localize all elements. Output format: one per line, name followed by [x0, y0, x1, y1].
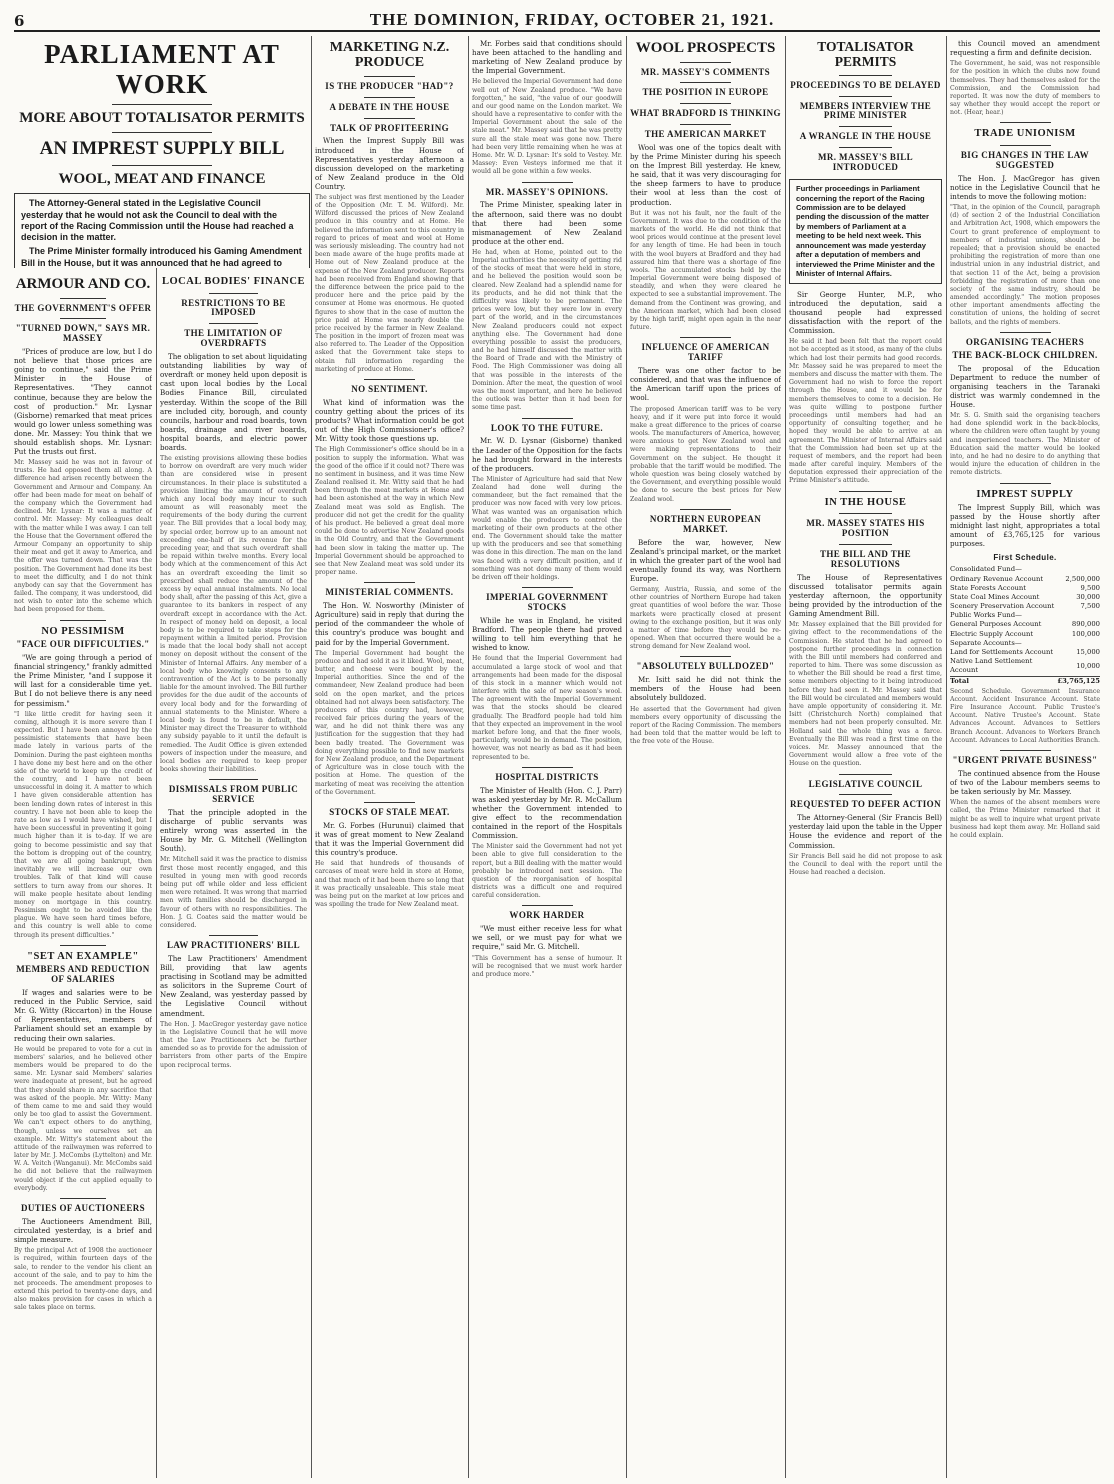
subhead-resolutions: THE BILL AND THE RESOLUTIONS	[819, 548, 912, 569]
headline-parliament: PARLIAMENT AT WORK	[44, 39, 280, 99]
article-text: Mr. Isitt said he did not think the members of the House had been absolutely bulldozed.	[630, 675, 781, 703]
article-text: "We are going through a period of financial stringency," frankly admitted the Prime Minister, "and I suppose it will last for a considerable time yet. But I do not believe there is any need for pessimism."	[14, 653, 152, 708]
schedule-value: 9,500	[1080, 583, 1100, 592]
schedule-row	[950, 593, 1100, 602]
headline-legislative-council: LEGISLATIVE COUNCIL	[808, 778, 923, 789]
schedule-title: First Schedule.	[993, 553, 1057, 563]
schedule-row	[950, 611, 1100, 620]
article-text: Wool was one of the topics dealt with by the Prime Minister during his speech on the Imprest Bill yesterday. He knew, he said, that it was very discouraging for the sheep farmers to have to produce their wool at less than the cost of production.	[630, 143, 781, 207]
article-text: If wages and salaries were to be reduced in the Public Service, said Mr. G. Witty (Riccarton) in the House of Representatives, members of Parliament should set an example by reducing their own salaries.	[14, 988, 152, 1043]
schedule-value: 890,000	[1071, 620, 1100, 629]
subhead-face-difficulties: "FACE OUR DIFFICULTIES."	[16, 639, 150, 650]
lead-story	[14, 36, 310, 268]
headline-organising-teachers: ORGANISING TEACHERS	[965, 336, 1085, 347]
subhead-massey-comments: MR. MASSEY'S COMMENTS	[640, 66, 771, 77]
subhead-delayed: PROCEEDINGS TO BE DELAYED	[790, 79, 941, 90]
schedule-row	[950, 620, 1100, 629]
headline-set-example: "SET AN EXAMPLE"	[27, 950, 139, 962]
headline-ministerial: MINISTERIAL COMMENTS.	[325, 587, 454, 598]
headline-law-practitioners: LAW PRACTITIONERS' BILL	[166, 940, 301, 951]
headline-imprest: AN IMPREST SUPPLY BILL	[39, 137, 285, 159]
headline-marketing: MARKETING N.Z. PRODUCE	[329, 40, 450, 71]
headline-wool: WOOL PROSPECTS	[635, 40, 776, 56]
schedule-row	[950, 630, 1100, 639]
headline-work-harder: WORK HARDER	[509, 910, 585, 921]
article-text: The Minister of Health (Hon. C. J. Parr) was asked yesterday by Mr. R. McCallum whether the Government intended to give effect to the recommendation contained in the report of the Hospitals Commission.	[472, 785, 622, 841]
headline-imprest-supply: IMPREST SUPPLY	[976, 488, 1074, 500]
schedule-item: Native Land Settlement Account	[950, 657, 1033, 675]
headline-wool-meat: WOOL, MEAT AND FINANCE	[58, 170, 266, 187]
subhead-restrictions: RESTRICTIONS TO BE IMPOSED	[181, 297, 286, 318]
article-text: When the Imprest Supply Bill was introduced in the House of Representatives yesterday afternoon a discussion developed on the marketing of New Zealand produce in the Old Country.	[315, 136, 464, 191]
article-text: The House of Representatives discussed totalisator permits again yesterday afternoon, the opportunity being provided by the introduction of the Gaming Amendment Bill.	[789, 572, 942, 619]
headline-auctioneers: DUTIES OF AUCTIONEERS	[20, 1203, 146, 1213]
article-text: "We must either receive less for what we sell, or we must pay for what we require," said Mr. G. Mitchell.	[472, 924, 622, 952]
subhead-massey-position: MR. MASSEY STATES HIS POSITION	[806, 518, 925, 539]
headline-no-pessimism: NO PESSIMISM	[41, 625, 125, 637]
column-armour: ARMOUR AND CO. THE GOVERNMENT'S OFFER "TURNED DOWN," SAYS MR. MASSEY "Prices of produce are low, but I do not believe that those prices are going to continue," said the Prime Minister in the House of Representatives. "They cannot continue, because they are below the cost of production." Mr. Lysnar (Gisborne) remarked that meat prices would go lower unless something was done. Mr. Massey: You think that we should establish shops. Mr. Lysnar: Put the trusts out first. Mr. Massey said he was not in favour of trusts. He had opposed them all along. A difference had arisen recently between the Government and Armour and Company. An offer had been made for meat on behalf of the company which the Government had declined. Mr. Lysnar: It was a matter of control. Mr. Massey: My colleagues dealt with the matter while I was away. I can tell the House that the Government offered the Armour Company an opportunity to ship their meat and get it away to America, and the offer was turned down. That was the position. The Government had done its best to meet the difficulty, and I do not think anybody can say that the Government has failed. The company, it was understood, did not wish to enter into the scheme which had been proposed for them. NO PESSIMISM "FACE OUR DIFFICULTIES." "We are going through a period of financial stringency," frankly admitted the Prime Minister, "and I suppose it will last for a considerable time yet. But I do not believe there is any need for pessimism." "I like little credit for having seen it coming, although it is more severe than I expected. But I have been annoyed by the pessimistic statements that have been made lately in various parts of the Dominion. During the past eighteen months I have done my best here and on the other side of the world to keep up the credit of the country, and I have not been unsuccessful in doing it. A matter to which I have given considerable attention has been lending down rates of interest in this country. I have not been able to keep the rate as low as I would have wished, but I have been successful in preventing it going much higher than it is to-day. If we are going to become pessimistic and say that the bottom is dropping out of the country, that we are all going bankrupt, then inevitably we will increase our own troubles. Talk of that kind will cause settlers to turn away from our shores. It will make people hesitate about lending money on mortgage in this country. Pessimism ought to be avoided like the plague. We have seen hard times before, and this country is well able to come through its present difficulties." "SET AN EXAMPLE" MEMBERS AND REDUCTION OF SALARIES If wages and salaries were to be reduced in the Public Service, said Mr. G. Witty (Riccarton) in the House of Representatives, members of Parliament should set an example by reducing their own salaries. He would be prepared to vote for a cut in members' salaries, and he believed other members would be prepared to do the same. Mr. Lysnar said Members' salaries were inadequate at present, but he agreed that they should share in any sacrifice that was asked of the people. Mr. Witty: Many of them came to me and said they would only be too glad to assist the Government. We can't expect others to do anything, though, unless we ourselves set an example. Mr. Witty's statement about the attitude of the railwaymen was referred to later by Mr. J. McCombs (Lyttelton) and Mr. W. A. Veitch (Wanganui). Mr. McCombs said he did not believe that the railwaymen would object if the cut applied equally to everybody. DUTIES OF AUCTIONEERS The Auctioneers Amendment Bill, circulated yesterday, is a brief and simple measure. By the principal Act of 1908 the auctioneer is required, within fourteen days of the sale, to render to the vendor his client an account of the sale, and to pay to him the net proceeds. The amendment proposes to extend this period to twenty-one days, and also makes provision for cases in which a sale takes place on terms.	[14, 276, 152, 1312]
summary-text: Further proceedings in Parliament concerning the report of the Racing Commission are to be delayed pending the discussion of the matter by members of Parliament at a meeting to be held next week. This announcement was made yesterday after a deputation of members and interviewed the Prime Minister and the Minister of Internal Affairs.	[796, 184, 935, 279]
subhead-wrangle: A WRANGLE IN THE HOUSE	[799, 131, 932, 142]
subhead-turned-down: "TURNED DOWN," SAYS MR. MASSEY	[15, 323, 151, 344]
subhead-american: THE AMERICAN MARKET	[644, 129, 767, 140]
schedule-row	[950, 639, 1100, 648]
column-trade-unionism: this Council moved an amendment requesting a firm and definite decision. The Government, he said, was not responsible for the position in which the clubs now found themselves. They had themselves asked for the Commission, and the Commission had reported. It was now the duty of members to say whether they would accept the report or not. (Hear, hear.) TRADE UNIONISM BIG CHANGES IN THE LAW SUGGESTED The Hon. J. MacGregor has given notice in the Legislative Council that he intends to move the following motion: "That, in the opinion of the Council, paragraph (d) of section 2 of the Industrial Conciliation and Arbitration Act, 1908, which empowers the Court to grant preference of employment to members of industrial unions, should be repealed; that a provision should be enacted prohibiting the registration of more than one industrial union in any industrial district, and that section 11 of the Act, being a provision forbidding the registration of more than one society of the same industry, should be amended accordingly." The motion proposes other important amendments affecting the constitution of unions, the holding of secret ballots, and the rights of members. ORGANISING TEACHERS THE BACK-BLOCK CHILDREN. The proposal of the Education Department to reduce the number of organising teachers in the Taranaki district was warmly condemned in the House. Mr. S. G. Smith said the organising teachers had done splendid work in the back-blocks, where the children were often taught by young and inexperienced teachers. The Minister of Education said the matter would be looked into, and he had no desire to do anything that would injure the education of children in the remote districts. IMPREST SUPPLY The Imprest Supply Bill, which was passed by the House shortly after midnight last night, appropriates a total amount of £3,765,125 for various purposes. First Schedule. Consolidated Fund— Ordinary Revenue Account 2,500,000 State Forests Account 9,500 State Coal Mines Account 30,000 Scenery Preservation Account 7,500 Public Works Fund— General Purposes Account 890,000 Electric Supply Account 100,000 Separate Accounts— Land for Settlements Account 15,000 Native Land Settlement Account 10,000 Total £3,765,125 Second Schedule. Government Insurance Account. Accident Insurance Account. State Fire Insurance Account. Public Trustee's Account. Native Trustee's Account. State Advances Account. Advances to Settlers Branch Account. Advances to Workers Branch Account. Advances to Local Authorities Branch. "URGENT PRIVATE BUSINESS" The continued absence from the House of two of the Labour members seems to be taken seriously by Mr. Massey. When the names of the absent members were called, the Prime Minister remarked that it might be as well to inquire what urgent private business had kept them away. Mr. Holland said he could explain.	[950, 39, 1100, 839]
article-text: The obligation to set about liquidating outstanding liabilities by way of overdraft or money held upon deposit is cast upon local bodies by the Local Bodies Finance Bill, circulated yesterday. Within the scope of the Bill are included city, borough, and county councils, harbour and road boards, town boards, drainage and river boards, hospital boards, and electric power boards.	[160, 352, 307, 452]
article-text: Before the war, however, New Zealand's principal market, or the market in which the greater part of the wool had eventually found its way, was Northern Europe.	[630, 537, 781, 583]
article-text: That the principle adopted in the discharge of public servants was entirely wrong was asserted in the House by Mr. G. Mitchell (Wellington South).	[160, 808, 307, 854]
article-text: this Council moved an amendment requesting a firm and definite decision.	[950, 39, 1100, 58]
schedule-value: 100,000	[1071, 629, 1100, 638]
headline-bulldozed: "ABSOLUTELY BULLDOZED"	[636, 661, 775, 672]
headline-trade-unionism: TRADE UNIONISM	[974, 128, 1076, 140]
article-text: The Law Practitioners' Amendment Bill, providing that law agents practising in Scotland may be admitted as solicitors in the Supreme Court of New Zealand, was yesterday passed by the Legislative Council without amendment.	[160, 954, 307, 1018]
headline-in-house: IN THE HOUSE	[824, 496, 907, 508]
subhead-overdrafts: THE LIMITATION OF OVERDRAFTS	[184, 328, 283, 349]
schedule-value: 7,500	[1080, 602, 1100, 611]
headline-urgent-business: "URGENT PRIVATE BUSINESS"	[952, 755, 1098, 765]
article-text: Mr. W. D. Lysnar (Gisborne) thanked the Leader of the Opposition for the facts he had brought forward in the interests of the producers.	[472, 436, 622, 473]
schedule-row	[950, 584, 1100, 593]
headline-totalisator: MORE ABOUT TOTALISATOR PERMITS	[19, 110, 305, 127]
subhead-europe: THE POSITION IN EUROPE	[642, 87, 769, 98]
schedule-value	[1057, 639, 1100, 648]
schedule-item: Separate Accounts—	[950, 638, 1022, 647]
article-text: While he was in England, he visited Bradford. The people there had proved willing to tell him everything that he wished to know.	[472, 616, 622, 653]
totalisator-summary	[789, 179, 942, 284]
headline-no-sentiment: NO SENTIMENT.	[351, 384, 428, 395]
subhead-interview: MEMBERS INTERVIEW THE PRIME MINISTER	[799, 100, 932, 121]
schedule-row	[950, 657, 1100, 676]
subhead-salaries: MEMBERS AND REDUCTION OF SALARIES	[16, 964, 150, 985]
summary-para: The Attorney-General stated in the Legislative Council yesterday that he would not ask the Council to deal with the report of the Racing Commission until the House had reached a decision in the matter.	[21, 198, 294, 243]
headline-stale-meat: STOCKS OF STALE MEAT.	[329, 806, 450, 817]
headline-armour: ARMOUR AND CO.	[15, 276, 151, 292]
article-text: The proposal of the Education Department to reduce the number of organising teachers in the Taranaki district was warmly condemned in the House.	[950, 363, 1100, 409]
headline-local-bodies: LOCAL BODIES' FINANCE	[162, 276, 305, 287]
schedule-row	[950, 602, 1100, 611]
subhead-govt-offer: THE GOVERNMENT'S OFFER	[14, 302, 152, 313]
subhead-back-block: THE BACK-BLOCK CHILDREN.	[952, 349, 1098, 360]
headline-hospital-districts: HOSPITAL DISTRICTS	[495, 771, 599, 782]
article-text: Mr. G. Forbes (Hurunui) claimed that it was of great moment to New Zealand that it was the Imperial Government did this country's produce.	[315, 820, 464, 858]
headline-northern-europe: NORTHERN EUROPEAN MARKET.	[649, 513, 762, 534]
schedule-item: State Forests Account	[950, 583, 1027, 592]
article-text: The Auctioneers Amendment Bill, circulated yesterday, is a brief and simple measure.	[14, 1216, 152, 1245]
headline-massey-opinions: MR. MASSEY'S OPINIONS.	[485, 186, 609, 197]
schedule-value: 10,000	[1076, 661, 1100, 670]
schedule-value: 2,500,000	[1065, 574, 1100, 583]
schedule-item: Consolidated Fund—	[950, 565, 1022, 574]
headline-look-future: LOOK TO THE FUTURE.	[490, 422, 604, 433]
article-text: The Attorney-General (Sir Francis Bell) yesterday laid upon the table in the Upper House the evidence and report of the Commission.	[789, 813, 942, 850]
schedule-item: Land for Settlements Account	[950, 648, 1054, 656]
summary-box	[14, 193, 310, 268]
headline-totalisator-permits: TOTALISATOR PERMITS	[817, 39, 914, 69]
schedule-item: Scenery Preservation Account	[950, 602, 1055, 611]
schedule-item: State Coal Mines Account	[950, 592, 1040, 601]
column-local-bodies: LOCAL BODIES' FINANCE RESTRICTIONS TO BE IMPOSED THE LIMITATION OF OVERDRAFTS The obligation to set about liquidating outstanding liabilities by way of overdraft or money held upon deposit is cast upon local bodies by the Local Bodies Finance Bill, circulated yesterday. Within the scope of the Bill are included city, borough, and county councils, harbour and road boards, town boards, drainage and river boards, hospital boards, and electric power boards. The existing provisions allowing these bodies to borrow on overdraft are very much wider than are considered wise in present circumstances. In their place is substituted a provision limiting the amount of overdraft which any local body may incur to such amount as will reasonably meet the requirements of the body during the current year. The Bill provides that a local body may, by special order, borrow up to an amount not exceeding one-half of its revenue for the preceding year, and that such overdraft shall be repaid within twelve months. Every local body which at the commencement of this Act has an overdraft exceeding the limit so prescribed shall reduce the amount of the excess by equal annual instalments. No local body shall, after the passing of this Act, give a guarantee to its bankers in respect of any overdraft except in accordance with the Act. In respect of money held on deposit, a local body is to be required to take steps for the repayment within a limited period. Provision is made that the local body shall not accept money on deposit without the consent of the Minister of Internal Affairs. Any member of a local body who knowingly consents to any contravention of the Act is to be personally liable for the amount involved. The Bill further provides for the due audit of the accounts of every local body and for the forwarding of annual statements to the Minister. Where a local body is found to be in default, the Minister may direct the Treasurer to withhold any subsidy payable to it until the default is remedied. The Audit Office is given extended powers of inspection under the measure, and local bodies are required to keep proper books showing their liabilities. DISMISSALS FROM PUBLIC SERVICE That the principle adopted in the discharge of public servants was entirely wrong was asserted in the House by Mr. G. Mitchell (Wellington South). Mr. Mitchell said it was the practice to dismiss first those most recently engaged, and this resulted in young men with good records being put off while older and less efficient men were retained. It was wrong that married men with families should be discharged in favour of others with no responsibilities. The Hon. J. G. Coates said the matter would be considered. LAW PRACTITIONERS' BILL The Law Practitioners' Amendment Bill, providing that law agents practising in Scotland may be admitted as solicitors in the Supreme Court of New Zealand, was yesterday passed by the Legislative Council without amendment. The Hon. J. MacGregor yesterday gave notice in the Legislative Council that he will move that the Law Practitioners Act be further amended so as to provide for the admission of barristers from other parts of the Empire upon reciprocal terms.	[160, 276, 307, 1069]
imprest-schedule-table	[950, 565, 1100, 685]
schedule-row	[950, 575, 1100, 584]
page-number: 6	[14, 12, 25, 30]
article-text: Mr. Forbes said that conditions should have been attached to the handling and marketing of New Zealand produce by the Imperial Government.	[472, 39, 622, 76]
headline-dismissals: DISMISSALS FROM PUBLIC SERVICE	[168, 784, 299, 805]
schedule-item: Electric Supply Account	[950, 629, 1034, 638]
schedule-value	[1057, 611, 1100, 620]
schedule-item: Public Works Fund—	[950, 611, 1022, 620]
article-text: Sir George Hunter, M.P., who introduced the deputation, said a thousand people had expressed dissatisfaction with the report of the Commission.	[789, 289, 942, 336]
article-text: The Prime Minister, speaking later in the afternoon, said there was no doubt that there had been some mismanagement of New Zealand produce at the other end.	[472, 200, 622, 246]
subhead-big-changes: BIG CHANGES IN THE LAW SUGGESTED	[960, 150, 1090, 170]
schedule-value: 15,000	[1076, 648, 1100, 656]
article-text: "Prices of produce are low, but I do not believe that those prices are going to continue," said the Prime Minister in the House of Representatives. "They cannot continue, because they are below the cost of production." Mr. Lysnar (Gisborne) remarked that meat prices would go lower unless something was done. Mr. Massey: You think that we should establish shops. Mr. Lysnar: Put the trusts out first.	[14, 347, 152, 457]
article-text: What kind of information was the country getting about the prices of its products? What information could be got out of the High Commissioner's office? Mr. Witty took those questions up.	[315, 397, 464, 444]
summary-para: The Prime Minister formally introduced his Gaming Amendment Bill in the House, but it was announced that he had agreed to	[21, 246, 302, 268]
schedule-item: General Purposes Account	[950, 620, 1042, 629]
column-totalisator: TOTALISATOR PERMITS PROCEEDINGS TO BE DELAYED MEMBERS INTERVIEW THE PRIME MINISTER A WRANGLE IN THE HOUSE MR. MASSEY'S BILL INTRODUCED Further proceedings in Parliament concerning the report of the Racing Commission are to be delayed pending the discussion of the matter by members of Parliament at a meeting to be held next week. This announcement was made yesterday after a deputation of members and interviewed the Prime Minister and the Minister of Internal Affairs. Sir George Hunter, M.P., who introduced the deputation, said a thousand people had expressed dissatisfaction with the report of the Commission. He said it had been felt that the report could not be accepted as it stood, as many of the clubs which had lost their permits had good records. Mr. Massey said he was prepared to meet the members and discuss the matter with them. The Government had no wish to force the report through the House, and it would be for members themselves to come to a decision. He was quite willing to postpone further proceedings until members had had an opportunity of consulting together, and he hoped they would be able to arrive at an agreement. The Minister of Internal Affairs said that the Commission had been set up at the request of members, and the report had been made after careful inquiry. Members of the deputation expressed their appreciation of the Prime Minister's attitude. IN THE HOUSE MR. MASSEY STATES HIS POSITION THE BILL AND THE RESOLUTIONS The House of Representatives discussed totalisator permits again yesterday afternoon, the opportunity being provided by the introduction of the Gaming Amendment Bill. Mr. Massey explained that the Bill provided for giving effect to the recommendations of the Commission. He stated that he had agreed to postpone further proceedings in connection with the Bill until members had conferred and reported to him. There was some discussion as to whether the Bill should be read a first time, some members objecting to it being introduced before they had seen it. Mr. Massey said that the Bill would be circulated and members would have ample opportunity of considering it. Mr. Isitt (Christchurch North) complained that members had not been properly consulted. Mr. Holland said the whole thing was a farce. Eventually the Bill was read a first time on the voices. Mr. Massey announced that the Government would allow a free vote of the House on the question. LEGISLATIVE COUNCIL REQUESTED TO DEFER ACTION The Attorney-General (Sir Francis Bell) yesterday laid upon the table in the Upper House the evidence and report of the Commission. Sir Francis Bell said he did not propose to ask the Council to deal with the report until the House had reached a decision.	[789, 39, 942, 876]
article-text: There was one other factor to be considered, and that was the influence of the American tariff upon the prices of wool.	[630, 366, 781, 403]
column-marketing: MARKETING N.Z. PRODUCE IS THE PRODUCER "HAD"? A DEBATE IN THE HOUSE TALK OF PROFITEERING When the Imprest Supply Bill was introduced in the House of Representatives yesterday afternoon a discussion developed on the marketing of New Zealand produce in the Old Country. The subject was first mentioned by the Leader of the Opposition (Mr. T. M. Wilford). Mr. Wilford discussed the prices of New Zealand produce in this country and at Home. He believed the information sent to this country in regard to prices of meat and wool at Home was seriously misleading. The country had not been made aware of the huge profits made at Home out of New Zealand produce at the expense of the New Zealand producer. Reports had been received from England showing that the difference between the price paid to the producer here and the price paid by the consumer at Home was enormous. He quoted figures to show that in the case of mutton the price paid at Home was nearly double the price received by the farmer in New Zealand. The position in the import of frozen meat was also referred to. The Leader of the Opposition asked that the Government take steps to obtain full information regarding the marketing of produce at Home. NO SENTIMENT. What kind of information was the country getting about the prices of its products? What information could be got out of the High Commissioner's office? Mr. Witty took those questions up. The High Commissioner's office should be in a position to supply the information. What was the good of the office if it could not? There was no sentiment in business, and it was time New Zealand realised it. Mr. Witty said that he had been through the meat markets at Home and had been astonished at the way in which New Zealand meat was sold as English. The producer did not get the credit for the quality of his product. He believed a great deal more could be done to advertise New Zealand goods in the Old Country, and that the Government had been slow in taking the matter up. The Imperial Government should be approached to see that New Zealand meat was sold under its proper name. MINISTERIAL COMMENTS. The Hon. W. Nosworthy (Minister of Agriculture) said in reply that during the period of the commandeer the whole of this country's produce was bought and paid for by the Imperial Government. The Imperial Government had bought the produce and had sold it as it liked. Wool, meat, butter, and cheese were bought by the Imperial authorities. Since the end of the commandeer, New Zealand produce had been sold on the open market, and the prices obtained had not always been satisfactory. The producers of this country had, however, received fair prices during the years of the war, and he did not think there was any justification for the suggestion that they had been badly treated. The Government was doing everything possible to find new markets for New Zealand produce, and the Department of Agriculture was in close touch with the position at Home. The question of the marketing of meat was receiving the attention of the Government. STOCKS OF STALE MEAT. Mr. G. Forbes (Hurunui) claimed that it was of great moment to New Zealand that it was the Imperial Government did this country's produce. He said that hundreds of thousands of carcases of meat were held in store at Home, and that much of it had been there so long that it was practically unsaleable. This stale meat was being put on the market at low prices and was spoiling the trade for New Zealand meat.	[315, 40, 464, 909]
schedule-row	[950, 648, 1100, 657]
newspaper-title: THE DOMINION, FRIDAY, OCTOBER 21, 1921.	[369, 10, 775, 29]
schedule-value: £3,765,125	[1057, 676, 1100, 685]
article-text: The continued absence from the House of two of the Labour members seems to be taken seriously by Mr. Massey.	[950, 768, 1100, 797]
article-text: The Hon. J. MacGregor has given notice in the Legislative Council that he intends to move the following motion:	[950, 173, 1100, 201]
schedule-item: Ordinary Revenue Account	[950, 574, 1044, 583]
subhead-defer-action: REQUESTED TO DEFER ACTION	[790, 799, 941, 810]
masthead	[14, 8, 1100, 32]
column-wool: WOOL PROSPECTS MR. MASSEY'S COMMENTS THE POSITION IN EUROPE WHAT BRADFORD IS THINKING THE AMERICAN MARKET Wool was one of the topics dealt with by the Prime Minister during his speech on the Imprest Bill yesterday. He knew, he said, that it was very discouraging for the sheep farmers to have to produce their wool at less than the cost of production. But it was not his fault, nor the fault of the Government. It was due to the condition of the markets of the world. He did not think that wool prices would continue at the present level for any length of time. He had been in touch with the wool buyers at Bradford and they had assured him that there was a shortage of fine wools. The accumulated stocks held by the Imperial Government were being disposed of steadily, and when they were cleared he expected to see a substantial improvement. The demand from the Continent was growing, and the American market, which had been closed by the high tariff, might open again in the near future. INFLUENCE OF AMERICAN TARIFF There was one other factor to be considered, and that was the influence of the American tariff upon the prices of wool. The proposed American tariff was to be very heavy, and if it were put into force it would make a great difference to the prices of coarse wools. The manufacturers of America, however, were anxious to get New Zealand wool and were making representations to their Government on the subject. He thought it probable that the tariff would be modified. The whole question was being closely watched by the Government, and everything possible would be done to secure the best prices for New Zealand wool. NORTHERN EUROPEAN MARKET. Before the war, however, New Zealand's principal market, or the market in which the greater part of the wool had eventually found its way, was Northern Europe. Germany, Austria, Russia, and some of the other countries of Northern Europe had taken great quantities of wool before the war. Those markets were practically closed at present owing to the exchange position, but it was only a matter of time before they would be re-opened. When that occurred there would be a strong demand for New Zealand wool. "ABSOLUTELY BULLDOZED" Mr. Isitt said he did not think the members of the House had been absolutely bulldozed. He asserted that the Government had given members every opportunity of discussing the report of the Racing Commission. The members had been told that the matter would be left to the free vote of the House.	[630, 40, 781, 746]
subhead-bradford: WHAT BRADFORD IS THINKING	[630, 108, 781, 119]
article-text: The Hon. W. Nosworthy (Minister of Agriculture) said in reply that during the period of the commandeer the whole of this country's produce was bought and paid for by the Imperial Government.	[315, 601, 464, 647]
headline-imperial-stocks: IMPERIAL GOVERNMENT STOCKS	[486, 592, 608, 613]
schedule-value	[1057, 565, 1100, 574]
subhead-debate: A DEBATE IN THE HOUSE	[329, 101, 450, 112]
schedule-row	[950, 565, 1100, 574]
subhead-bill-introduced: MR. MASSEY'S BILL INTRODUCED	[817, 152, 914, 173]
headline-american-tariff: INFLUENCE OF AMERICAN TARIFF	[641, 342, 770, 363]
subhead-producer: IS THE PRODUCER "HAD"?	[325, 80, 454, 91]
subhead-profiteering: TALK OF PROFITEERING	[329, 122, 449, 133]
schedule-total-row	[950, 676, 1100, 686]
column-massey-opinions: Mr. Forbes said that conditions should have been attached to the handling and marketing of New Zealand produce by the Imperial Government. He believed the Imperial Government had done well out of New Zealand produce. "We have forgotten," he said, "the value of our goodwill and our good name on the London market. We should have a representative to confer with the Imperial Government about the sale of the stale meat." Mr. Massey said that he was pretty sure all the stale meat was gone now. There had been very little remaining when he was at Home. Mr. W. D. Lysnar: It's sold to Vestey. Mr. Massey: Even Vesteys informed me that it would all be gone within a few weeks. MR. MASSEY'S OPINIONS. The Prime Minister, speaking later in the afternoon, said there was no doubt that there had been some mismanagement of New Zealand produce at the other end. He had, when at Home, pointed out to the Imperial authorities the necessity of getting rid of the stocks of meat that were held in store, and he believed the position would soon be cleared. New Zealand had a splendid name for its products, and he did not think that the difficulty was likely to be permanent. The prices were low, but they were low in every part of the world, and in the circumstances New Zealand producers could not expect anything else. The Government had done everything possible to assist the producers, and he had himself discussed the matter with the Board of Trade and with the Ministry of Food. The High Commissioner was doing all that was possible in the interests of the Dominion. After the meat, the question of wool was the most important, and here he believed the outlook was better than it had been for some time past. LOOK TO THE FUTURE. Mr. W. D. Lysnar (Gisborne) thanked the Leader of the Opposition for the facts he had brought forward in the interests of the producers. The Minister of Agriculture had said that New Zealand had done well during the commandeer, but the fact remained that the producer was now faced with very low prices. What was wanted was an organisation which would enable the producers to control the marketing of their own products at the other end. The Government should take the matter up with the producers and see that something was done in this direction. The man on the land was faced with a very difficult position, and if something was not done many of them would be driven off their holdings. IMPERIAL GOVERNMENT STOCKS While he was in England, he visited Bradford. The people there had proved willing to tell him everything that he wished to know. He found that the Imperial Government had accumulated a large stock of wool and that arrangements had been made for the disposal of this stock in a manner which would not interfere with the sale of new season's wool. The agreement with the Imperial Government was that the stocks should be cleared gradually. The Bradford people had told him that they expected an improvement in the wool market before long, and that the finer wools, particularly, would be in demand. The position, however, was not nearly as bad as it had been represented to be. HOSPITAL DISTRICTS The Minister of Health (Hon. C. J. Parr) was asked yesterday by Mr. R. McCallum whether the Government intended to give effect to the recommendation contained in the report of the Hospitals Commission. The Minister said the Government had not yet been able to give full consideration to the report, but a Bill dealing with the matter would probably be introduced next session. The question of the reorganisation of hospital districts was a difficult one and required careful consideration. WORK HARDER "We must either receive less for what we sell, or we must pay for what we require," said Mr. G. Mitchell. "This Government has a sense of humour. It will be recognised that we must work harder and produce more."	[472, 39, 622, 978]
schedule-item: Total	[950, 676, 1057, 686]
article-text: The Imprest Supply Bill, which was passed by the House shortly after midnight last night, appropriates a total amount of £3,765,125 for various purposes.	[950, 503, 1100, 549]
schedule-value: 30,000	[1076, 592, 1100, 601]
